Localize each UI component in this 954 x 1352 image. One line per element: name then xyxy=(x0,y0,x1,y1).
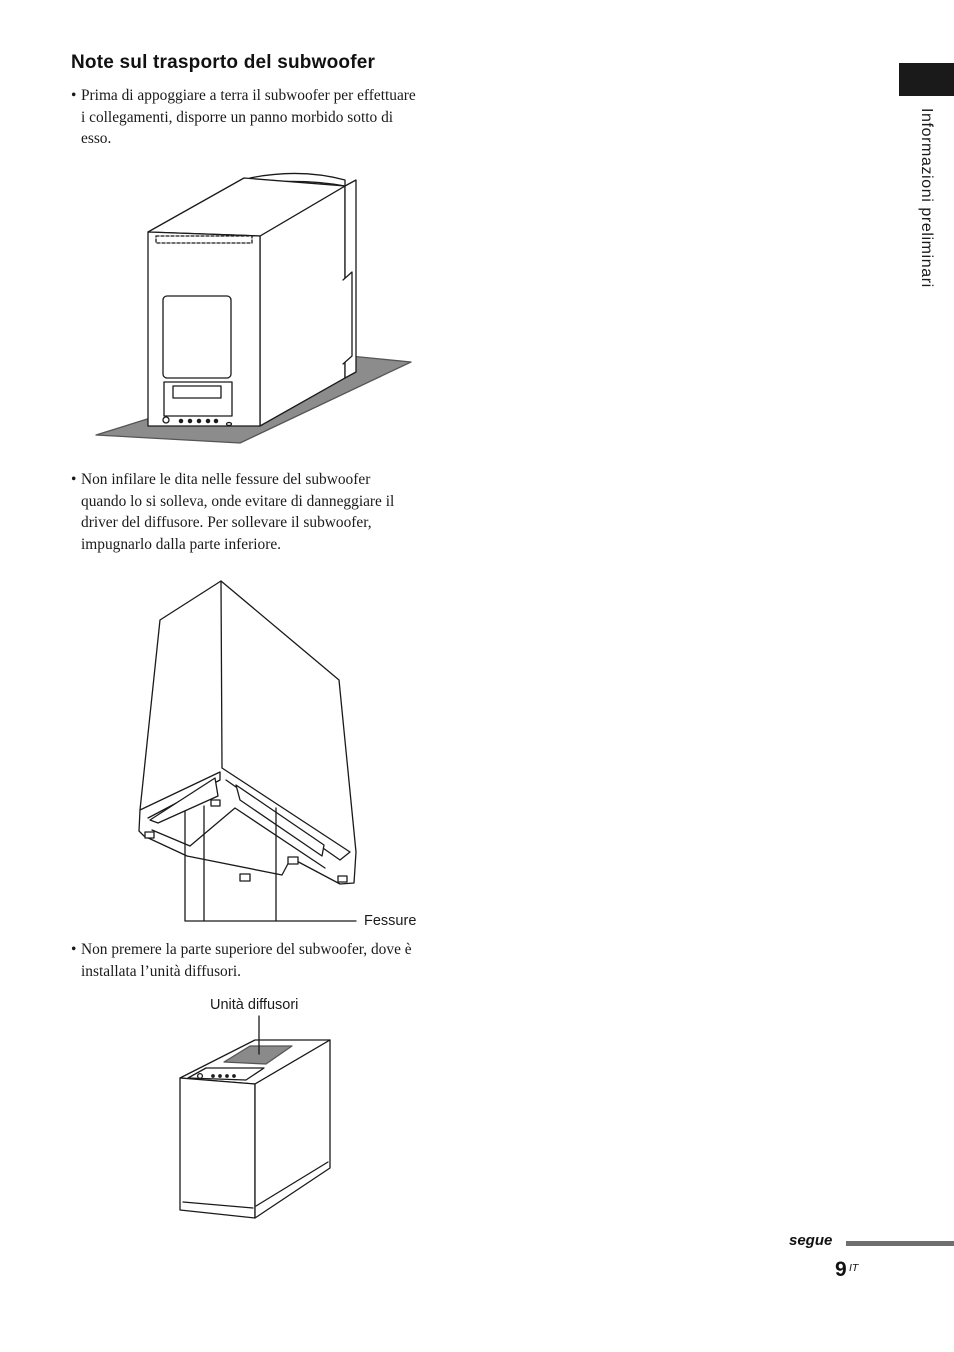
bullet-line: Non infilare le dita nelle fessure del subwoofer xyxy=(81,471,371,488)
page-number: 9 xyxy=(835,1258,847,1281)
bullet-line: installata l’unità diffusori. xyxy=(81,962,242,980)
page-language-suffix: IT xyxy=(849,1262,859,1274)
power-knob xyxy=(198,1074,203,1079)
front-button xyxy=(197,419,200,422)
bullet-line: esso. xyxy=(81,130,112,148)
label-speaker-unit: Unità diffusori xyxy=(210,997,299,1013)
bullet-line: quando lo si solleva, onde evitare di danneggiare il xyxy=(81,492,395,510)
bullet-marker: • xyxy=(71,471,77,488)
bullet-line: Prima di appoggiare a terra il subwoofer per effettuare xyxy=(81,87,416,104)
front-vent-strip xyxy=(156,236,252,243)
bullet-line: i collegamenti, disporre un panno morbido sotto di xyxy=(81,108,394,126)
chapter-tab-marker xyxy=(899,63,954,96)
continue-label: segue xyxy=(789,1232,833,1249)
front-speaker-window xyxy=(163,296,231,378)
front-button xyxy=(188,419,191,422)
bullet-marker: • xyxy=(71,941,77,958)
base-foot xyxy=(145,832,154,838)
figure-subwoofer-top xyxy=(180,1016,330,1218)
chapter-tab-label: Informazioni preliminari xyxy=(918,108,935,288)
bullet-marker: • xyxy=(71,87,77,104)
base-foot xyxy=(211,800,220,806)
base-foot xyxy=(288,857,298,864)
label-slots: Fessure xyxy=(364,913,417,929)
figure-subwoofer-on-cloth xyxy=(96,173,411,443)
base-foot xyxy=(240,874,250,881)
top-button xyxy=(212,1075,214,1077)
top-button xyxy=(233,1075,235,1077)
top-button xyxy=(219,1075,221,1077)
front-button xyxy=(206,419,209,422)
bullet-line: impugnarlo dalla parte inferiore. xyxy=(81,535,281,553)
continue-bar xyxy=(846,1241,954,1246)
subwoofer-rear-slot xyxy=(343,272,352,364)
front-button xyxy=(179,419,182,422)
top-button xyxy=(226,1075,228,1077)
figure-subwoofer-slots xyxy=(139,581,356,921)
base-foot xyxy=(338,876,347,882)
bullet-line: driver del diffusore. Per sollevare il subwoofer, xyxy=(81,514,372,532)
power-knob xyxy=(163,417,169,423)
bullet-line: Non premere la parte superiore del subwoofer, dove è xyxy=(81,941,412,958)
subwoofer-front-panel xyxy=(180,1078,255,1218)
front-button xyxy=(214,419,217,422)
front-display-screen xyxy=(173,386,221,398)
front-led xyxy=(227,423,232,426)
section-heading: Note sul trasporto del subwoofer xyxy=(71,52,376,73)
